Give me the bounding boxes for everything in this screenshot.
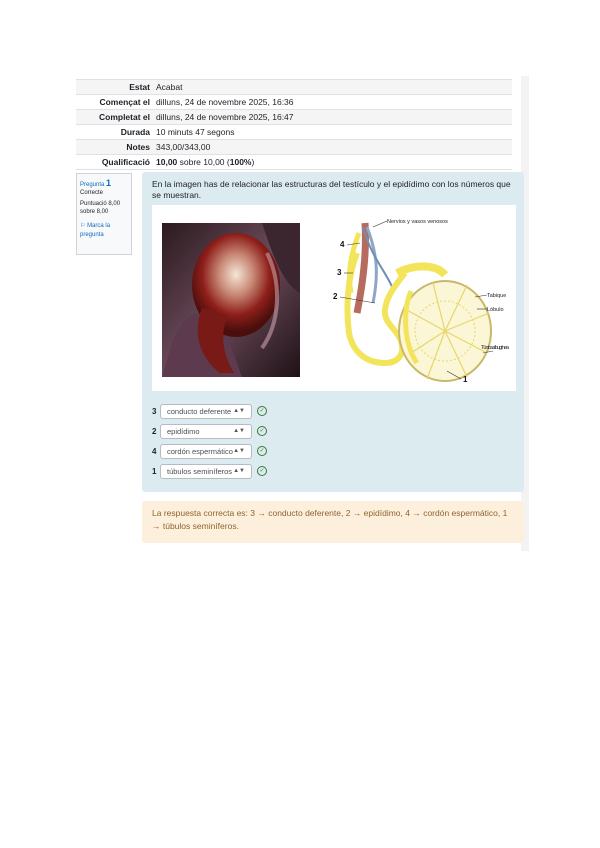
answer-select-value: conducto deferente xyxy=(167,406,232,416)
answer-select-4[interactable] xyxy=(160,444,252,459)
summary-row-completed xyxy=(76,109,512,124)
answer-select-value: cordón espermático xyxy=(167,446,233,456)
answer-row xyxy=(152,422,267,440)
summary-label: Durada xyxy=(120,127,150,137)
select-caret-icon: ▲▼ xyxy=(233,468,245,474)
answer-row xyxy=(152,462,267,480)
testis-diagram xyxy=(327,213,513,385)
summary-row-started xyxy=(76,94,512,109)
select-caret-icon: ▲▼ xyxy=(233,408,245,414)
summary-value: 343,00/343,00 xyxy=(156,142,211,152)
question-image xyxy=(152,205,516,391)
question-score: Puntuació 8,00 sobre 8,00 xyxy=(80,201,121,216)
question-text: En la imagen has de relacionar las estructuras del testículo y el epidídimo con los números que se muestran. xyxy=(152,179,511,201)
answer-select-value: túbulos seminíferos xyxy=(167,466,233,476)
question-word: Pregunta xyxy=(80,182,105,188)
grade-close: ) xyxy=(251,157,255,167)
summary-value: dilluns, 24 de novembre 2025, 16:36 xyxy=(156,97,294,107)
attempt-summary-table xyxy=(76,79,512,170)
question-number xyxy=(80,177,128,189)
label-tabique: Tabique xyxy=(487,293,507,299)
question-content xyxy=(142,172,524,492)
summary-value: 10 minuts 47 segons xyxy=(156,127,235,137)
answer-select-value: epidídimo xyxy=(167,426,200,436)
testis-photo xyxy=(162,223,300,377)
summary-label: Qualificació xyxy=(101,157,150,167)
correct-check-icon: ✓ xyxy=(257,426,267,436)
question-info-panel xyxy=(76,173,132,255)
answer-select-1[interactable] xyxy=(160,464,252,479)
flag-label: Marca la pregunta xyxy=(80,223,111,238)
summary-row-grade xyxy=(76,154,512,170)
answer-list xyxy=(152,402,267,482)
grade-out-of: sobre 10,00 ( xyxy=(177,157,230,167)
label-1: 1 xyxy=(463,375,468,384)
label-2: 2 xyxy=(333,292,338,301)
answer-row xyxy=(152,402,267,420)
select-caret-icon: ▲▼ xyxy=(233,428,245,434)
summary-row-state xyxy=(76,79,512,94)
answer-select-2[interactable] xyxy=(160,424,252,439)
summary-value: dilluns, 24 de novembre 2025, 16:47 xyxy=(156,112,294,122)
label-nerves-vessels: Nervios y vasos venosos xyxy=(387,219,448,225)
correct-answer-feedback: La respuesta correcta es: 3 → conducto deferente, 2 → epidídimo, 4 → cordón espermático, 1 → túbulos seminíferos. xyxy=(142,501,524,543)
correct-check-icon: ✓ xyxy=(257,406,267,416)
summary-label: Començat el xyxy=(99,97,150,107)
summary-label: Completat el xyxy=(98,112,150,122)
answer-number: 1 xyxy=(152,466,157,476)
flag-question-link[interactable] xyxy=(80,222,128,238)
select-caret-icon: ▲▼ xyxy=(233,448,245,454)
answer-number: 3 xyxy=(152,406,157,416)
correct-check-icon: ✓ xyxy=(257,466,267,476)
summary-row-duration xyxy=(76,124,512,139)
label-4: 4 xyxy=(340,240,345,249)
label-tunica: Túnica albugínea xyxy=(481,345,509,351)
label-3: 3 xyxy=(337,268,342,277)
summary-label: Notes xyxy=(126,142,150,152)
summary-row-marks xyxy=(76,139,512,154)
answer-number: 2 xyxy=(152,426,157,436)
flag-icon: ⚐ xyxy=(80,223,86,230)
summary-value xyxy=(156,157,512,167)
label-lobulo: Lóbulo xyxy=(487,307,504,313)
answer-number: 4 xyxy=(152,446,157,456)
answer-row xyxy=(152,442,267,460)
grade-percent: 100% xyxy=(229,157,252,167)
question-number-value: 1 xyxy=(106,178,112,188)
answer-select-3[interactable] xyxy=(160,404,252,419)
summary-value: Acabat xyxy=(156,82,183,92)
correct-check-icon: ✓ xyxy=(257,446,267,456)
grade-value: 10,00 xyxy=(156,157,178,167)
summary-label: Estat xyxy=(129,82,150,92)
question-state: Correcte xyxy=(80,190,104,197)
